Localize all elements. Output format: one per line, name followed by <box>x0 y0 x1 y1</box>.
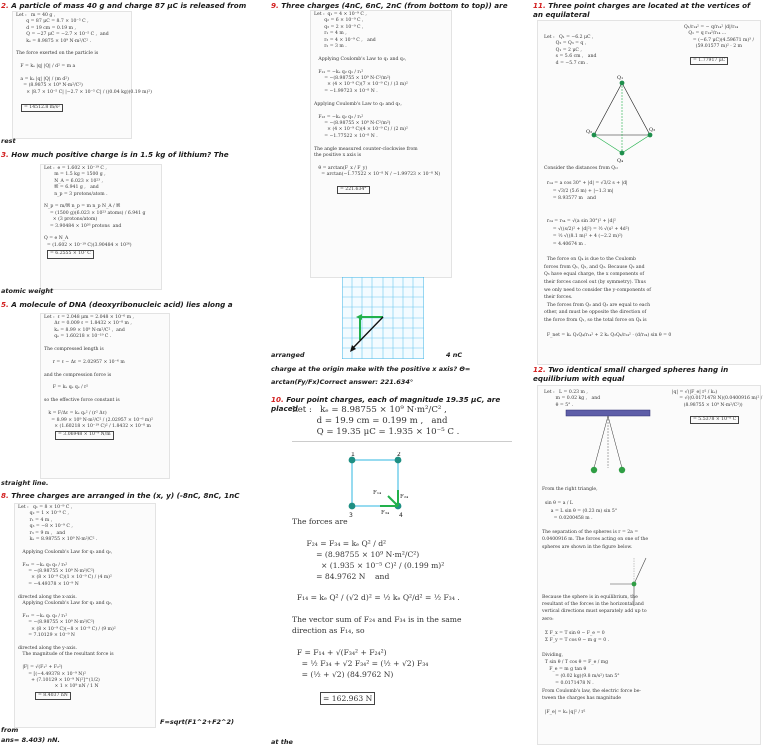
q8-lines-line: F₁₂ = −kₑ q₁ q₂ / r₁² <box>18 613 68 619</box>
question-3-heading: 3. How much positive charge is in 1.5 kg of lithium? The <box>1 150 229 159</box>
q10-body <box>292 517 517 692</box>
q12-body-line <box>542 623 648 630</box>
q9-lines-line: = arctan(−1.77522 × 10⁻⁸ N / −1.99723 × 10⁻⁸ N) <box>314 172 441 178</box>
q11-body-line: = 4.40674 m . <box>544 241 586 247</box>
q10-f14-label: F₁₄ <box>373 490 382 496</box>
q12-body-line: F_e = m g tan θ <box>542 667 587 673</box>
q11-body-line: = 8.93577 m and <box>544 196 596 202</box>
q11-lines-line: s = 5.6 cm , and <box>544 54 597 60</box>
question-8-heading: 8. Three charges are arranged in the (x, y) (-8nC, 8nC, 1nC <box>1 491 240 500</box>
q5-lines-line: Δℓ = 0.009 ℓ = 1.8432 × 10⁻⁸ m , <box>44 321 132 327</box>
q8-lines-line: × (8 × 10⁻⁹ C)(1 × 10⁻⁹ C) / (4 m)² <box>18 575 112 581</box>
q2-lines-line: d = 19 cm = 0.19 m , <box>16 25 76 31</box>
q12-rlines-line <box>672 409 762 415</box>
q11-body-line: their forces. <box>544 295 573 301</box>
q3-lines <box>41 165 161 250</box>
q10-body-line: = ½ F₃₄ + √2 F₃₄² = (½ + √2) F₃₄ <box>292 658 429 668</box>
q12-body-line <box>542 493 648 500</box>
q11-node-label-4: Q₄ <box>617 158 624 163</box>
q10-lines-line: d = 19.9 cm = 0.199 m , and <box>292 416 448 427</box>
q12-body-line: = 0.0171478 N . <box>542 681 594 687</box>
q9-lines-line: = −(8.98755 × 10⁹ N·C²/m²) <box>314 76 391 82</box>
q10-f34-label: F₃₄ <box>381 510 390 516</box>
q11-body-line <box>544 203 671 211</box>
q9-lines-line: × (4 × 10⁻⁹ C)(4 × 10⁻⁹ C) / (2 m)² <box>314 127 408 133</box>
q11-triangle-diagram <box>586 73 658 163</box>
q9-lines-line: r₃ = 4 × 10⁻⁹ C , and <box>314 37 376 43</box>
q8-lines-line: × (8 × 10⁻⁹ C)(−8 × 10⁻⁹ C) / (9 m)² <box>18 626 116 632</box>
question-5-heading: 5. A molecule of DNA (deoxyribonucleic acid) lies along a <box>1 300 233 309</box>
q11-body-line: The forces from Q₂ and Q₃ are equal to each <box>544 302 651 308</box>
q9-lines-line <box>314 179 448 185</box>
q5-lines <box>41 314 169 431</box>
q3-lines-line: × (3 protons/atom) <box>44 217 98 223</box>
q11-node-label-3: Q₃ <box>649 127 656 133</box>
q8-lines-line: + (7.10129 × 10⁻⁹ N)²]^(1/2) <box>18 677 100 683</box>
q8-lines-line: = −(8.98755 × 10⁹ N·m²/C²) <box>18 569 95 575</box>
q10-lines-line: Q = 19.35 μC = 1.935 × 10⁻⁵ C . <box>292 427 460 438</box>
q10-body-line <box>292 582 517 593</box>
q10-f24-label: F₂₄ <box>400 494 409 500</box>
q3-lines-line: = (1500 g)(6.023 × 10²³ atoms) / 6.941 g <box>44 210 146 216</box>
q11-node-label-1: Q₁ <box>617 75 624 81</box>
q10-lines-line: Let : kₑ = 8.98755 × 10⁹ N·m²/C² , <box>292 405 447 415</box>
q11-body-line: other, and must be opposite the direction of <box>544 310 647 316</box>
q10-body-line: F₁₄ = kₑ Q² / (√2 d)² = ½ kₑ Q²/d² = ½ F₃₄ . <box>292 593 460 603</box>
q12-lines-line: Let : L = 0.23 m , <box>544 390 588 395</box>
q5-lines-line: Let : ℓ = 2.048 μm = 2.048 × 10⁻⁶ m , <box>44 315 135 320</box>
question-11-heading: 11. Three point charges are located at the vertices of an equilateral <box>533 1 751 19</box>
q8-lines-line: = [(−4.49378 × 10⁻⁹ N)² <box>18 671 86 677</box>
q8-lines-line: Applying Coulomb's Law for q₁ and q₂, <box>18 601 113 607</box>
q5-lines-line: r = ℓ − Δℓ = 2.02957 × 10⁻⁶ m <box>44 359 125 365</box>
q8-lines-line: directed along the x-axis. <box>18 594 77 600</box>
q12-body-line: The separation of the spheres is r = 2a = <box>542 530 639 536</box>
q2-lines-line: F = kₑ |q| |Q| / d² = m a <box>16 64 76 70</box>
q9-lines-line: the positive x axis is <box>314 152 362 158</box>
question-12-heading: 12. Two identical small charged spheres hang in equilibrium with equal <box>533 365 729 383</box>
q3-lines-line: N_p = m/𝔐 n_p = m n_p N_A / 𝔐 <box>44 204 121 210</box>
q10-body-line: direction as F₁₄, so <box>292 626 365 636</box>
q8-lines-line: Applying Coulomb's Law for q₃ and q₂, <box>18 549 113 555</box>
q2-lines-line: q = 87 μC = 8.7 × 10⁻⁵ C , <box>16 19 89 25</box>
q10-lines <box>292 405 512 442</box>
q8-lines <box>15 504 155 692</box>
q2-lines-line: kₑ = 8.9875 × 10⁹ N·m²/C² . <box>16 38 92 44</box>
q12-body-line: = (0.02 kg)(9.8 m/s²) tan 5° <box>542 674 620 680</box>
q10-body-line <box>292 681 517 692</box>
q3-tail: atomic weight <box>1 287 54 295</box>
q5-lines-line: F = kₑ qₑ qₑ / r² <box>44 385 89 391</box>
q11-body-line: Q₃ have equal charge, the x components of <box>544 272 645 278</box>
q8-lines-line: = −(8.98755 × 10⁹ N·m²/C²) <box>18 620 95 626</box>
q10-body-line: = (8.98755 × 10⁹ N·m²/C²) <box>292 549 420 559</box>
question-2-heading: 2. A particle of mass 40 g and charge 87 μC is released from <box>1 1 247 10</box>
q12-body-line <box>542 572 648 579</box>
q8-lines-line: r₁ = 4 m , <box>18 517 53 523</box>
q9-lines-line: r₁ = 4 m , <box>314 31 347 37</box>
q12-body-line <box>542 587 648 594</box>
q11-body-line <box>544 324 671 332</box>
q3-lines-line: N_A = 6.023 × 10²³ , <box>44 178 103 184</box>
q11-body-line: r₂₄ = r₃₄ = √(a sin 30°)² + |d|² <box>544 219 616 225</box>
q10-f14-arrow <box>388 496 398 506</box>
q11-body-line: = ½ √((8.1 m)² + 4 (−2.2 m)²) <box>544 234 623 240</box>
q2-lines-line <box>16 96 128 102</box>
q12-body-line: spheres are shown in the figure below. <box>542 544 633 550</box>
q9-lines <box>311 11 451 186</box>
q12-body <box>542 486 648 717</box>
q11-body-line: Consider the distances from Q₁: <box>544 166 619 171</box>
q3-lines-line: 𝔐 = 6.941 g , and <box>44 185 99 191</box>
q2-lines-line: a = kₑ |q| |Q| / (m d²) <box>16 77 69 83</box>
q10-body-line: The forces are <box>292 517 348 526</box>
q10-derivation <box>292 517 517 705</box>
q2-lines-line: The force exerted on the particle is <box>16 51 99 57</box>
q8-lines-line: F₃₂ = −kₑ q₃ q₂ / r₃² <box>18 562 68 568</box>
q2-lines-line: Let : m = 40 g , <box>16 13 56 18</box>
q10-body-line <box>292 604 517 615</box>
q12-right-answer: = 5.5378 × 10⁻⁸ C <box>690 416 739 424</box>
q9-vector-diagram <box>342 277 424 359</box>
q12-body-line <box>542 644 648 651</box>
q5-lines-line: = 8.99 × 10⁹ N·m²/C² / (2.02957 × 10⁻⁶ m)² <box>44 417 153 423</box>
q11-rlines-line: (59.01577 m)² · 2 m <box>684 44 742 50</box>
q8-lines-line: The magnitude of the resultant force is <box>18 652 114 658</box>
q8-tail-1: from <box>1 726 19 734</box>
q10-answer: = 162.963 N <box>292 692 517 705</box>
q11-right-answer: = 1.77917 μC <box>690 57 728 65</box>
q10-charge-label-1: 1 <box>351 452 355 458</box>
q12-body-line: From Coulomb's law, the electric force be- <box>542 688 641 694</box>
question-9-solution <box>310 10 452 278</box>
q9-lines-line: = −1.99723 × 10⁻⁸ N . <box>314 88 378 94</box>
q9-tail-2: charge at the origin make with the positive x axis? Θ= <box>271 365 471 373</box>
q3-lines-line: Q = e N_A <box>44 236 69 242</box>
q12-body-line: |F_e| = kₑ |q|² / r² <box>542 710 586 716</box>
q8-lines-line: Let : q₁ = 8 × 10⁻⁹ C , <box>18 505 73 510</box>
q12-body-line: resultant of the forces in the horizontal and <box>542 602 644 608</box>
q2-lines-line: Q = −27 μC = −2.7 × 10⁻⁵ C , and <box>16 32 109 38</box>
q8-lines-line: kₑ = 8.98755 × 10⁹ N·m²/C² . <box>18 537 98 543</box>
q11-body-line: forces from Q₁, Q₂, and Q₃. Because Q₂ and <box>544 264 645 270</box>
q9-lines-line: F₂₃ = −kₑ q₂ q₃ / r₂² <box>314 114 364 120</box>
q10-body-line: F₂₄ = F₃₄ = kₑ Q² / d² <box>292 538 387 548</box>
q12-lines-line: m = 0.02 kg , and <box>544 396 601 402</box>
q9-lines-line: r₂ = 3 m . <box>314 44 347 50</box>
q8-lines-line: |F| = √(F₁² + F₂²) <box>18 665 63 671</box>
q5-tail: straight line. <box>1 479 49 487</box>
q11-lines-line: Q₁ = 2 μC , <box>544 47 582 53</box>
q10-charge-label-3: 3 <box>349 512 353 519</box>
q12-body-line: Σ F_y = T cos θ − m g = 0 . <box>542 638 610 644</box>
q5-answer: = 3.06948 × 10⁻⁹ N/m <box>41 431 169 439</box>
q11-rlines <box>684 25 754 57</box>
q9-lines-line: q₃ = 2 × 10⁻⁹ C , <box>314 24 364 30</box>
question-9-heading: 9. Three charges (4nC, 6nC, 2nC (from bottom to top)) are <box>271 1 508 10</box>
q2-tail: rest <box>1 137 16 145</box>
q8-lines-line: = −4.49378 × 10⁻⁹ N <box>18 581 79 587</box>
q10-charge-label-2: 2 <box>397 452 401 458</box>
q8-note: F=sqrt(F1^2+F2^2) <box>160 718 234 726</box>
q11-body <box>544 165 671 340</box>
q3-lines-line: = 3.90484 × 10²⁶ protons and <box>44 223 122 229</box>
question-5-solution <box>40 313 170 479</box>
q9-lines-line: The angle measured counter-clockwise from <box>314 146 418 152</box>
q2-answer: = 14512.8 m/s² <box>13 104 131 112</box>
q12-body-line <box>542 551 648 558</box>
q9-lines-line: F₂₁ = −kₑ q₂ q₁ / r₁² <box>314 69 364 75</box>
q5-lines-line: kₑ = 8.99 × 10⁹ N·m²/C² , and <box>44 327 125 333</box>
q9-lines-line: Applying Coulomb's Law to q₁ and q₂, <box>314 56 407 62</box>
q10-body-line: × (1.935 × 10⁻⁵ C)² / (0.199 m)² <box>292 560 445 570</box>
q10-body-line: F = F₁₄ + √(F₃₄² + F₂₄²) <box>292 647 387 657</box>
q12-spheres-diagram <box>558 408 658 484</box>
q8-answer: = 8.4037 nN <box>15 692 155 700</box>
q11-lines <box>544 35 596 67</box>
q8-lines-line: q₃ = −8 × 10⁻⁹ C , <box>18 524 73 530</box>
q12-body-line: Because the sphere is in equilibrium, the <box>542 595 638 601</box>
q12-lines-line: θ = 5° . <box>544 402 574 408</box>
q8-lines-line: q₂ = 1 × 10⁻⁹ C , <box>18 511 69 517</box>
q5-lines-line: k = F/Δℓ = kₑ qₑ² / (r² Δℓ) <box>44 411 107 417</box>
q9-lines-line: q₂ = 6 × 10⁻⁹ C , <box>314 18 364 24</box>
q10-body-line <box>292 528 517 539</box>
q12-body-line <box>542 702 648 709</box>
q12-body-line: = 0.0200458 m . <box>542 515 593 521</box>
q2-lines-line: × |8.7 × 10⁻⁵ C| |−2.7 × 10⁻⁵ C| / ((0.04 kg)(0.19 m)²) <box>16 89 152 95</box>
q11-node-label-2: Q₂ <box>586 129 593 135</box>
q12-body-line <box>542 558 648 565</box>
q12-body-line: sin θ = a / L <box>542 501 573 507</box>
q8-lines-line: directed along the y-axis. <box>18 645 77 651</box>
q8-lines-line: × 1 × 10⁹ nN / 1 N <box>18 684 99 690</box>
question-10-solution <box>292 405 512 442</box>
q11-body-line: = √3/2 (5.6 m) + |−1.3 m| <box>544 188 614 194</box>
q10-tail: at the <box>271 738 293 746</box>
q12-body-line: tween the charges has magnitude <box>542 695 622 701</box>
q3-answer: = 6.2555 × 10⁷ C <box>41 250 161 258</box>
q12-body-line: vertical directions must separately add up to <box>542 609 647 615</box>
q9-tail-3: arctan(Fy/Fx)Correct answer: 221.634° <box>271 378 414 386</box>
q12-rlines-line: (8.98755 × 10⁹ N·m²/C²)) <box>672 402 743 408</box>
q12-body-line: a = L sin θ = (0.23 m) sin 5° <box>542 508 618 514</box>
q10-square-diagram <box>340 452 410 520</box>
q3-lines-line: n_p = 3 protons/atom . <box>44 191 108 197</box>
q9-lines-line: θ = arctan(F_x / F_y) <box>314 165 368 171</box>
question-12-solution <box>537 385 761 745</box>
q11-body-line <box>544 249 671 257</box>
q12-body-line <box>542 522 648 529</box>
q11-rlines-line: Q₁ = q r₁₄²/r₁₄ ... <box>684 31 727 37</box>
q3-lines-line: Let : e = 1.602 × 10⁻¹⁹ C , <box>44 166 107 171</box>
q12-body-line: T sin θ / T cos θ = F_e / mg <box>542 659 609 665</box>
q9-answer: = 221.634° <box>311 186 451 194</box>
q9-lines-line: × (4 × 10⁻⁹ C)(7 × 10⁻⁹ C) / (3 m)² <box>314 82 408 88</box>
question-2-solution <box>12 11 152 139</box>
q11-body-line: = √((s/2)² + |d|²) = ½ √(s² + 4d²) <box>544 226 630 232</box>
q10-body-line: = 84.9762 N and <box>292 571 390 581</box>
q11-rlines-line: Q₁/r₁₄² = − q/r₁₄² |d|/r₁₄ <box>684 25 739 30</box>
q11-body-line <box>544 173 671 181</box>
q11-body-line: their forces cancel out (by symmetry). Thus <box>544 279 646 285</box>
q12-rlines-line: |q| = √(|F_e| r² / kₑ) <box>672 390 718 395</box>
q5-lines-line: × (1.60218 × 10⁻¹⁹ C)² / 1.8432 × 10⁻⁸ m <box>44 423 151 429</box>
q11-body-line: r₁₄ = a cos 30° + |d| = √3/2 s + |d| <box>544 181 628 187</box>
q11-lines-line: Q₂ = Q₃ = q , <box>544 41 587 47</box>
q8-lines-line: = 7.10129 × 10⁻⁹ N <box>18 633 75 639</box>
q11-rlines-line: = (−6.7 μC)(4.59671 m)³ / <box>684 37 755 43</box>
q12-body-line: From the right triangle, <box>542 487 598 492</box>
question-3-solution <box>40 164 162 290</box>
q12-rlines-line: = √((0.0171478 N)(0.0400916 m)² / <box>672 396 763 402</box>
q10-charge-label-4: 4 <box>399 512 403 519</box>
q12-body-line: 0.0400916 m. The forces acting on one of the <box>542 537 649 543</box>
q3-lines-line: m = 1.5 kg = 1500 g , <box>44 172 106 178</box>
q12-body-line: zero: <box>542 616 554 622</box>
q9-lines-line: = −(8.98755 × 10⁹ N·C²/m²) <box>314 120 391 126</box>
q9-lines-line: Let : q₁ = 4 × 10⁻⁹ C , <box>314 12 367 17</box>
q3-lines-line: = (1.602 × 10⁻¹⁹ C)(3.90484 × 10²⁶) <box>44 242 132 248</box>
q12-body-line: Σ F_x = T sin θ − F_e = 0 <box>542 631 605 637</box>
q9-tail-1b: 4 nC <box>446 351 463 359</box>
q10-body-line <box>292 637 517 648</box>
question-8-solution <box>14 503 156 728</box>
q11-body-line <box>544 211 671 219</box>
q11-lines-line: d = −5.7 cm . <box>544 60 588 66</box>
q11-body-line: we only need to consider the y-components of <box>544 287 651 293</box>
q5-lines-line: so the effective force constant is <box>44 398 120 404</box>
q2-lines-line: = (8.9875 × 10⁹ N·m²/C²) <box>16 83 83 89</box>
q10-body-line: = (½ + √2) (84.9762 N) <box>292 669 394 679</box>
q5-lines-line: The compressed length is <box>44 347 104 353</box>
q5-lines-line: qₑ = 1.60218 × 10⁻¹⁹ C . <box>44 334 112 340</box>
q8-tail-2: ans= 8.403) nN. <box>1 736 60 744</box>
q11-body-line: The force on Q₄ is due to the Coulomb <box>544 257 636 263</box>
q9-lines-line: Applying Coulomb's Law to q₂ and q₃, <box>314 101 402 107</box>
q10-body-line: The vector sum of F₂₄ and F₃₄ is in the same <box>292 615 462 625</box>
q12-lines <box>544 390 600 409</box>
question-11-solution <box>537 20 761 365</box>
q12-body-line: Dividing, <box>542 652 563 658</box>
q9-tail-1: arranged <box>271 351 305 359</box>
q5-lines-line: and the compression force is <box>44 372 112 378</box>
q9-lines-line: = −1.77522 × 10⁻⁸ N . <box>314 133 378 139</box>
q11-body-line: the force from Q₁, so the total force on Q₄ is <box>544 317 647 323</box>
question-10-heading: 10. Four point charges, each of magnitude 19.35 μC, are placed <box>271 395 501 413</box>
q8-lines-line: r₃ = 9 m , and <box>18 530 66 536</box>
q12-body-line <box>542 580 648 587</box>
q2-lines <box>13 12 152 104</box>
q12-body-line <box>542 565 648 572</box>
q12-rlines <box>672 390 762 416</box>
q11-body-line: F_net = kₑ Q₁Q₄/r₁₄² + 2 kₑ Q₂Q₄/r₂₄² · (d/r₂₄) sin θ = 0 <box>544 333 672 339</box>
q11-lines-line: Let : Q₁ = −6.2 μC , <box>544 35 594 40</box>
